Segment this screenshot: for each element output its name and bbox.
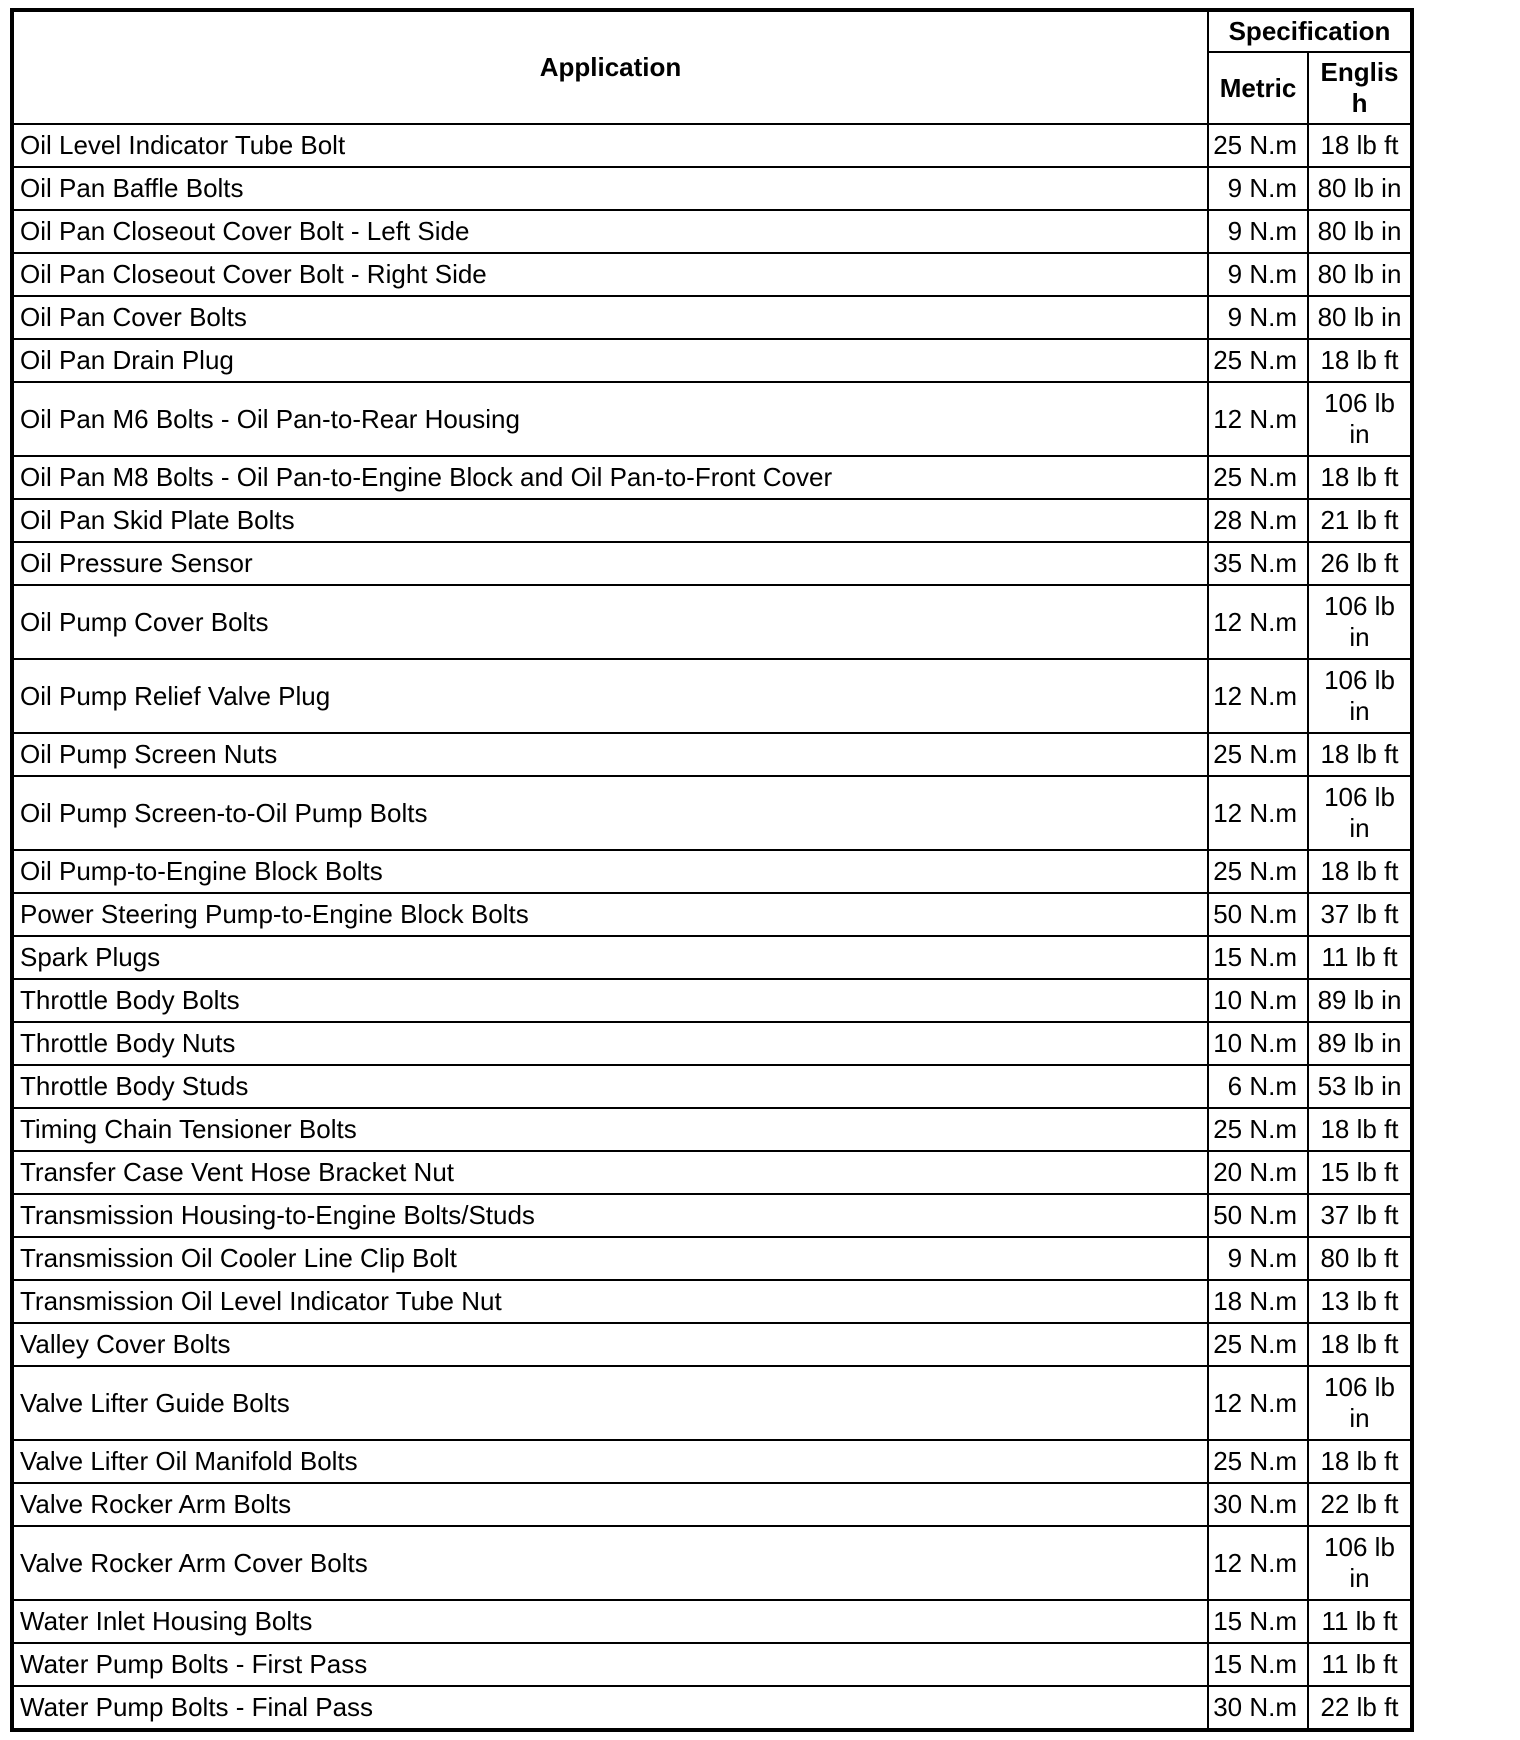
metric-cell: 18 N.m bbox=[1208, 1280, 1308, 1323]
table-row bbox=[12, 339, 1412, 382]
english-cell: 106 lb in bbox=[1308, 1526, 1412, 1600]
application-cell: Water Pump Bolts - Final Pass bbox=[12, 1686, 1208, 1730]
table-row bbox=[12, 1643, 1412, 1686]
table-header bbox=[12, 10, 1412, 124]
metric-cell: 10 N.m bbox=[1208, 1022, 1308, 1065]
table-row bbox=[12, 1194, 1412, 1237]
english-cell: 18 lb ft bbox=[1308, 733, 1412, 776]
english-cell: 22 lb ft bbox=[1308, 1483, 1412, 1526]
table-row bbox=[12, 210, 1412, 253]
metric-cell: 25 N.m bbox=[1208, 456, 1308, 499]
english-cell: 37 lb ft bbox=[1308, 1194, 1412, 1237]
application-cell: Valve Rocker Arm Bolts bbox=[12, 1483, 1208, 1526]
metric-cell: 25 N.m bbox=[1208, 1108, 1308, 1151]
metric-cell: 9 N.m bbox=[1208, 210, 1308, 253]
metric-cell: 50 N.m bbox=[1208, 893, 1308, 936]
application-cell: Oil Pan M6 Bolts - Oil Pan-to-Rear Housing bbox=[12, 382, 1208, 456]
table-row bbox=[12, 456, 1412, 499]
table-row bbox=[12, 1108, 1412, 1151]
metric-header: Metric bbox=[1208, 52, 1308, 124]
table-row bbox=[12, 979, 1412, 1022]
application-cell: Oil Pan Closeout Cover Bolt - Right Side bbox=[12, 253, 1208, 296]
table-row bbox=[12, 542, 1412, 585]
metric-cell: 15 N.m bbox=[1208, 1643, 1308, 1686]
metric-cell: 15 N.m bbox=[1208, 936, 1308, 979]
table-row bbox=[12, 936, 1412, 979]
table-row bbox=[12, 1526, 1412, 1600]
english-cell: 15 lb ft bbox=[1308, 1151, 1412, 1194]
application-cell: Transmission Housing-to-Engine Bolts/Studs bbox=[12, 1194, 1208, 1237]
english-cell: 37 lb ft bbox=[1308, 893, 1412, 936]
application-cell: Oil Pan Skid Plate Bolts bbox=[12, 499, 1208, 542]
table-row bbox=[12, 1151, 1412, 1194]
application-cell: Oil Level Indicator Tube Bolt bbox=[12, 124, 1208, 167]
english-cell: 11 lb ft bbox=[1308, 1643, 1412, 1686]
english-cell: 106 lb in bbox=[1308, 585, 1412, 659]
english-cell: 18 lb ft bbox=[1308, 124, 1412, 167]
metric-cell: 12 N.m bbox=[1208, 1366, 1308, 1440]
torque-spec-table bbox=[10, 8, 1414, 1732]
application-cell: Oil Pump Relief Valve Plug bbox=[12, 659, 1208, 733]
application-cell: Timing Chain Tensioner Bolts bbox=[12, 1108, 1208, 1151]
english-cell: 11 lb ft bbox=[1308, 1600, 1412, 1643]
table-body bbox=[12, 124, 1412, 1730]
metric-cell: 25 N.m bbox=[1208, 124, 1308, 167]
english-cell: 26 lb ft bbox=[1308, 542, 1412, 585]
application-cell: Power Steering Pump-to-Engine Block Bolts bbox=[12, 893, 1208, 936]
application-cell: Water Inlet Housing Bolts bbox=[12, 1600, 1208, 1643]
application-cell: Valve Rocker Arm Cover Bolts bbox=[12, 1526, 1208, 1600]
application-cell: Oil Pump-to-Engine Block Bolts bbox=[12, 850, 1208, 893]
metric-cell: 30 N.m bbox=[1208, 1686, 1308, 1730]
table-row bbox=[12, 253, 1412, 296]
application-cell: Valley Cover Bolts bbox=[12, 1323, 1208, 1366]
english-cell: 18 lb ft bbox=[1308, 1108, 1412, 1151]
english-cell: 80 lb in bbox=[1308, 210, 1412, 253]
application-cell: Oil Pan M8 Bolts - Oil Pan-to-Engine Block and Oil Pan-to-Front Cover bbox=[12, 456, 1208, 499]
metric-cell: 28 N.m bbox=[1208, 499, 1308, 542]
application-cell: Transmission Oil Level Indicator Tube Nut bbox=[12, 1280, 1208, 1323]
metric-cell: 9 N.m bbox=[1208, 1237, 1308, 1280]
english-header: English bbox=[1308, 52, 1412, 124]
english-cell: 106 lb in bbox=[1308, 659, 1412, 733]
table-row bbox=[12, 776, 1412, 850]
metric-cell: 30 N.m bbox=[1208, 1483, 1308, 1526]
metric-cell: 50 N.m bbox=[1208, 1194, 1308, 1237]
application-cell: Oil Pan Baffle Bolts bbox=[12, 167, 1208, 210]
application-cell: Water Pump Bolts - First Pass bbox=[12, 1643, 1208, 1686]
metric-cell: 25 N.m bbox=[1208, 733, 1308, 776]
application-header: Application bbox=[12, 10, 1208, 124]
english-cell: 53 lb in bbox=[1308, 1065, 1412, 1108]
table-row bbox=[12, 893, 1412, 936]
application-cell: Oil Pan Drain Plug bbox=[12, 339, 1208, 382]
english-cell: 18 lb ft bbox=[1308, 850, 1412, 893]
application-cell: Oil Pressure Sensor bbox=[12, 542, 1208, 585]
english-cell: 13 lb ft bbox=[1308, 1280, 1412, 1323]
english-cell: 80 lb in bbox=[1308, 167, 1412, 210]
metric-cell: 12 N.m bbox=[1208, 585, 1308, 659]
english-cell: 89 lb in bbox=[1308, 1022, 1412, 1065]
metric-cell: 25 N.m bbox=[1208, 339, 1308, 382]
table-row bbox=[12, 1366, 1412, 1440]
english-cell: 106 lb in bbox=[1308, 776, 1412, 850]
metric-cell: 9 N.m bbox=[1208, 167, 1308, 210]
application-cell: Throttle Body Nuts bbox=[12, 1022, 1208, 1065]
header-row-1 bbox=[12, 10, 1412, 52]
table-row bbox=[12, 1065, 1412, 1108]
application-cell: Throttle Body Bolts bbox=[12, 979, 1208, 1022]
table-row bbox=[12, 1323, 1412, 1366]
metric-cell: 25 N.m bbox=[1208, 850, 1308, 893]
table-row bbox=[12, 167, 1412, 210]
application-cell: Oil Pan Cover Bolts bbox=[12, 296, 1208, 339]
metric-cell: 15 N.m bbox=[1208, 1600, 1308, 1643]
application-cell: Oil Pump Cover Bolts bbox=[12, 585, 1208, 659]
table-row bbox=[12, 1483, 1412, 1526]
english-cell: 18 lb ft bbox=[1308, 339, 1412, 382]
metric-cell: 6 N.m bbox=[1208, 1065, 1308, 1108]
table-row bbox=[12, 850, 1412, 893]
metric-cell: 35 N.m bbox=[1208, 542, 1308, 585]
application-cell: Oil Pan Closeout Cover Bolt - Left Side bbox=[12, 210, 1208, 253]
table-row bbox=[12, 124, 1412, 167]
application-cell: Spark Plugs bbox=[12, 936, 1208, 979]
metric-cell: 12 N.m bbox=[1208, 382, 1308, 456]
application-cell: Transmission Oil Cooler Line Clip Bolt bbox=[12, 1237, 1208, 1280]
english-cell: 22 lb ft bbox=[1308, 1686, 1412, 1730]
metric-cell: 25 N.m bbox=[1208, 1323, 1308, 1366]
metric-cell: 12 N.m bbox=[1208, 1526, 1308, 1600]
english-cell: 106 lb in bbox=[1308, 1366, 1412, 1440]
application-cell: Oil Pump Screen-to-Oil Pump Bolts bbox=[12, 776, 1208, 850]
table-row bbox=[12, 1237, 1412, 1280]
english-cell: 89 lb in bbox=[1308, 979, 1412, 1022]
table-row bbox=[12, 296, 1412, 339]
metric-cell: 25 N.m bbox=[1208, 1440, 1308, 1483]
english-cell: 11 lb ft bbox=[1308, 936, 1412, 979]
application-cell: Transfer Case Vent Hose Bracket Nut bbox=[12, 1151, 1208, 1194]
table-row bbox=[12, 1440, 1412, 1483]
application-cell: Valve Lifter Guide Bolts bbox=[12, 1366, 1208, 1440]
table-row bbox=[12, 1280, 1412, 1323]
english-cell: 80 lb in bbox=[1308, 253, 1412, 296]
application-cell: Valve Lifter Oil Manifold Bolts bbox=[12, 1440, 1208, 1483]
metric-cell: 20 N.m bbox=[1208, 1151, 1308, 1194]
specification-header: Specification bbox=[1208, 10, 1412, 52]
english-cell: 18 lb ft bbox=[1308, 1323, 1412, 1366]
application-cell: Oil Pump Screen Nuts bbox=[12, 733, 1208, 776]
table-row bbox=[12, 382, 1412, 456]
application-cell: Throttle Body Studs bbox=[12, 1065, 1208, 1108]
table-row bbox=[12, 585, 1412, 659]
metric-cell: 12 N.m bbox=[1208, 776, 1308, 850]
english-cell: 80 lb in bbox=[1308, 296, 1412, 339]
table-row bbox=[12, 499, 1412, 542]
table-row bbox=[12, 1600, 1412, 1643]
english-cell: 106 lb in bbox=[1308, 382, 1412, 456]
english-cell: 18 lb ft bbox=[1308, 456, 1412, 499]
metric-cell: 9 N.m bbox=[1208, 253, 1308, 296]
table-row bbox=[12, 1022, 1412, 1065]
english-cell: 21 lb ft bbox=[1308, 499, 1412, 542]
english-cell: 18 lb ft bbox=[1308, 1440, 1412, 1483]
english-cell: 80 lb ft bbox=[1308, 1237, 1412, 1280]
table-row bbox=[12, 1686, 1412, 1730]
table-row bbox=[12, 659, 1412, 733]
metric-cell: 10 N.m bbox=[1208, 979, 1308, 1022]
metric-cell: 12 N.m bbox=[1208, 659, 1308, 733]
metric-cell: 9 N.m bbox=[1208, 296, 1308, 339]
table-row bbox=[12, 733, 1412, 776]
